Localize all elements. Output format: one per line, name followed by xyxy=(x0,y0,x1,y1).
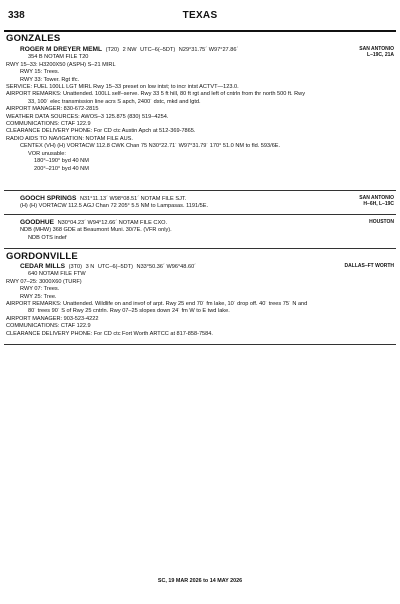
header-rule xyxy=(4,30,396,32)
communications: COMMUNICATIONS: CTAF 122.9 xyxy=(6,121,91,128)
separator-rule xyxy=(4,190,396,191)
airport-title-line xyxy=(6,46,394,54)
separator-rule xyxy=(4,248,396,249)
airport-coords: N29°31.75´ W97°27.86´ xyxy=(178,47,239,53)
vor-unusable-1: 180°–190° byd 40 NM xyxy=(34,158,89,165)
page-header xyxy=(4,4,396,28)
service-line: SERVICE: FUEL 100LL LGT MIRL Rwy 15–33 preset on low intst; to incr intst ACTVT—123.0. xyxy=(6,84,239,91)
navaid-coords: N30°04.23´ W94°12.66´ NOTAM FILE CXO. xyxy=(57,220,168,226)
airport-utc: UTC–6(–5DT) xyxy=(140,47,176,53)
sectional-label: SAN ANTONIO H–6H, L–19C xyxy=(359,195,394,208)
airport-utc: UTC–6(–5DT) xyxy=(97,264,133,270)
sectional-label: HOUSTON xyxy=(369,219,394,225)
communications: COMMUNICATIONS: CTAF 122.9 xyxy=(6,323,91,330)
elevation-line: 640 NOTAM FILE FTW xyxy=(28,271,86,278)
airport-title-line xyxy=(6,263,394,271)
radio-aids: RADIO AIDS TO NAVIGATION: NOTAM FILE AUS. xyxy=(6,135,133,142)
airport-manager: AIRPORT MANAGER: 830-672-2815 xyxy=(6,106,99,113)
vor-unusable: VOR unusable: xyxy=(28,150,66,157)
airport-manager: AIRPORT MANAGER: 903-523-4222 xyxy=(6,315,99,322)
airport-remarks-line-1: AIRPORT REMARKS: Unattended. 100LL self–serve. Rwy 33 5 ft hill, 80 ft rgt and left of cntrln from thr north 500 ft. Rwy xyxy=(6,91,305,98)
runway-07-note: RWY 07: Trees. xyxy=(20,286,60,293)
entry-roger-m-dreyer-meml xyxy=(6,46,394,173)
airport-name: CEDAR MILLS xyxy=(20,263,66,270)
sectional-label: SAN ANTONIO L–19C, 21A xyxy=(359,46,394,59)
page-number: 338 xyxy=(8,10,25,21)
navaid-note: NDB OTS indef xyxy=(28,234,67,241)
city-gordonville: GORDONVILLE xyxy=(6,251,78,262)
navaid-name: GOODHUE xyxy=(20,219,55,226)
runway-line: RWY 15–33: H3200X50 (ASPH) S–21 MIRL xyxy=(6,61,116,68)
sectional-label: DALLAS–FT WORTH xyxy=(344,263,394,269)
entry-goodhue xyxy=(6,219,394,242)
clearance-delivery: CLEARANCE DELIVERY PHONE: For CD ctc Fort Worth ARTCC at 817-858-7584. xyxy=(6,330,213,337)
airport-remarks-line-2: 33, 100´ elec transmission line acrs S apch, 2400´ dstc, mkd and lgtd. xyxy=(28,98,201,105)
weather-data-sources: WEATHER DATA SOURCES: AWOS–3 125.875 (830) 519–4254. xyxy=(6,113,169,120)
navaid-detail: NDB (MHW) 368 GDE at Beaumont Muni. 30/7E. (VFR only). xyxy=(20,227,172,234)
separator-rule xyxy=(4,214,396,215)
page-footer: SC, 19 MAR 2026 to 14 MAY 2026 xyxy=(157,578,243,584)
airport-code: (3T0) xyxy=(68,264,82,270)
navaid-title-line xyxy=(6,219,394,227)
city-gonzales: GONZALES xyxy=(6,33,61,44)
runway-15-note: RWY 15: Trees. xyxy=(20,69,60,76)
centex-vortac: CENTEX (VH) (H) VORTACW 112.8 CWK Chan 75 N30°22.71´ W97°31.79´ 170° 51.0 NM to fld. 593/6E. xyxy=(20,143,281,150)
clearance-delivery: CLEARANCE DELIVERY PHONE: For CD ctc Austin Apch at 512-369-7865. xyxy=(6,128,196,135)
separator-rule xyxy=(4,344,396,345)
vor-unusable-2: 200°–210° byd 40 NM xyxy=(34,165,89,172)
entry-gooch-springs xyxy=(6,195,394,211)
airport-location: 3 N xyxy=(85,264,95,270)
airport-location: 2 NW xyxy=(122,47,137,53)
runway-33-note: RWY 33: Tower. Rgt tfc. xyxy=(20,76,80,83)
airport-name: ROGER M DREYER MEML xyxy=(20,46,103,53)
airport-remarks-line-1: AIRPORT REMARKS: Unattended. Wildlife on and invof of arpt. Rwy 25 end 70´ fm lake, 10´ drop off. 40´ trees 75´ N and xyxy=(6,301,308,308)
airport-code: (T20) xyxy=(105,47,119,53)
elevation-line: 354 B NOTAM FILE T20 xyxy=(28,54,89,61)
airport-remarks-line-2: 80´ trees 90´ S of Rwy 25 cntrln. Rwy 07–25 slopes down 24´ fm W to E twd lake. xyxy=(28,308,230,315)
runway-line: RWY 07–25: 3000X60 (TURF) xyxy=(6,278,82,285)
navaid-coords: N31°11.13´ W98°08.51´ NOTAM FILE SJT. xyxy=(79,196,187,202)
entry-cedar-mills xyxy=(6,263,394,338)
navaid-detail: (H) (H) VORTACW 112.5 AGJ Chan 72 205° 5.5 NM to Lampasas. 1191/5E. xyxy=(20,203,209,210)
navaid-name: GOOCH SPRINGS xyxy=(20,195,77,202)
runway-25-note: RWY 25: Tree. xyxy=(20,293,57,300)
state-title: TEXAS xyxy=(182,10,218,21)
navaid-title-line xyxy=(6,195,394,203)
airport-coords: N33°50.36´ W96°48.60´ xyxy=(136,264,197,270)
